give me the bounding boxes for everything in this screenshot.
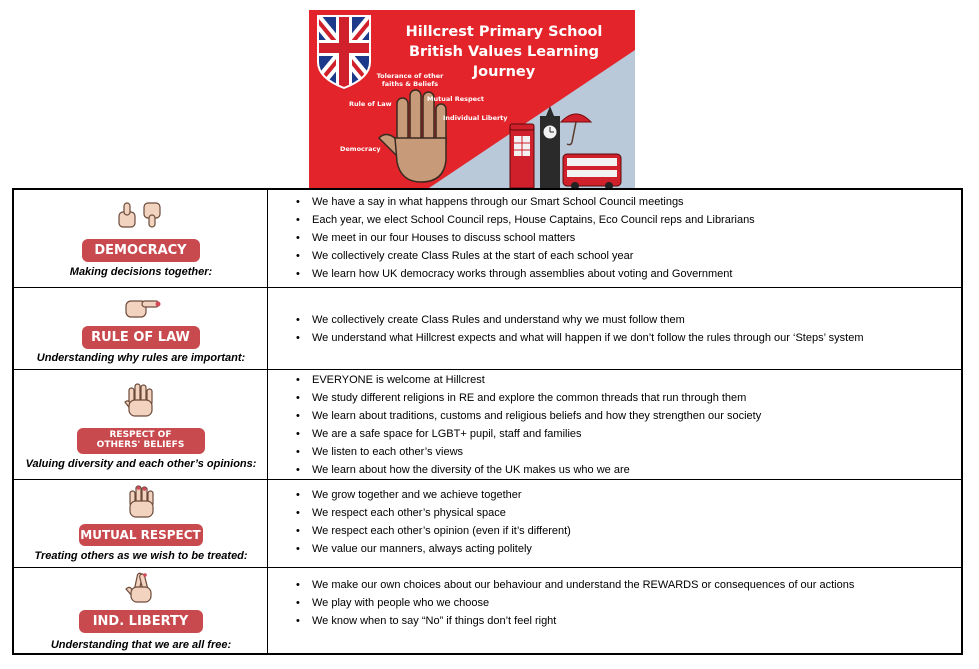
list-item: • We play with people who we choose [312, 594, 854, 612]
democracy-points [268, 193, 755, 283]
table-row-democracy [14, 190, 961, 288]
mutual-respect-points [268, 486, 571, 558]
value-cell-rule-of-law [14, 288, 268, 369]
democracy-subtitle: Making decisions together: [69, 266, 213, 278]
rule-of-law-badge: RULE OF LAW [82, 326, 200, 349]
individual-liberty-points [268, 576, 854, 630]
list-item: • We understand what Hillcrest expects and what will happen if we don’t follow the rules through our ‘Steps’ system [312, 329, 864, 347]
list-item: • We meet in our four Houses to discuss school matters [312, 229, 755, 247]
table-row-respect-of-beliefs [14, 370, 961, 480]
respect-of-beliefs-subtitle: Valuing diversity and each other’s opinions: [25, 458, 257, 470]
list-item: • We learn how UK democracy works through assemblies about voting and Government [312, 265, 755, 283]
list-item: • We learn about how the diversity of the UK makes us who we are [312, 461, 761, 479]
list-item: • We collectively create Class Rules at the start of each school year [312, 247, 755, 265]
democracy-badge: DEMOCRACY [82, 239, 200, 262]
label-rule-of-law: Rule of Law [349, 100, 392, 108]
learning-journey-title: British Values Learning Journey [408, 44, 600, 80]
respect-of-beliefs-points [268, 371, 761, 479]
list-item: • We know when to say “No” if things don’t feel right [312, 612, 854, 630]
header-banner [309, 10, 635, 188]
points-cell-individual-liberty [268, 568, 961, 653]
label-individual-liberty: Individual Liberty [443, 114, 508, 122]
big-ben-icon [540, 106, 560, 188]
pointing-hand-icon [118, 292, 164, 320]
rule-of-law-subtitle: Understanding why rules are important: [36, 352, 246, 364]
points-cell-democracy [268, 190, 961, 287]
value-cell-democracy [14, 190, 268, 287]
table-row-individual-liberty [14, 568, 961, 653]
individual-liberty-subtitle: Understanding that we are all free: [50, 639, 232, 651]
value-cell-respect-of-beliefs [14, 370, 268, 479]
individual-liberty-badge: IND. LIBERTY [79, 610, 203, 633]
crossed-fingers-icon [122, 571, 160, 605]
list-item: • We make our own choices about our behaviour and understand the REWARDS or consequences of our actions [312, 576, 854, 594]
mutual-respect-subtitle: Treating others as we wish to be treated: [34, 550, 248, 562]
phone-box-icon [510, 124, 534, 188]
list-item: • EVERYONE is welcome at Hillcrest [312, 371, 761, 389]
points-cell-mutual-respect [268, 480, 961, 567]
points-cell-respect-of-beliefs [268, 370, 961, 479]
british-values-table [12, 188, 963, 655]
list-item: • We have a say in what happens through our Smart School Council meetings [312, 193, 755, 211]
union-jack-shield-icon [309, 10, 379, 95]
points-cell-rule-of-law [268, 288, 961, 369]
list-item: • We collectively create Class Rules and understand why we must follow them [312, 311, 864, 329]
school-name: Hillcrest Primary School [405, 24, 603, 40]
value-cell-mutual-respect [14, 480, 268, 567]
list-item: • We grow together and we achieve together [312, 486, 571, 504]
mutual-respect-badge: MUTUAL RESPECT [79, 524, 203, 546]
list-item: • We are a safe space for LGBT+ pupil, staff and families [312, 425, 761, 443]
list-item: • We respect each other’s physical space [312, 504, 571, 522]
list-item: • We learn about traditions, customs and religious beliefs and how they strengthen our society [312, 407, 761, 425]
open-hand-icon [121, 380, 161, 420]
list-item: • We value our manners, always acting politely [312, 540, 571, 558]
table-row-rule-of-law [14, 288, 961, 370]
respect-badge-line2: OTHERS' BELIEFS [96, 440, 185, 450]
table-row-mutual-respect [14, 480, 961, 568]
double-decker-bus-icon [563, 154, 621, 188]
list-item: • We respect each other’s opinion (even if it’s different) [312, 522, 571, 540]
respect-of-beliefs-badge [77, 428, 205, 454]
list-item: • We listen to each other’s views [312, 443, 761, 461]
label-tolerance: Tolerance of other faiths & Beliefs [376, 72, 444, 88]
value-cell-individual-liberty [14, 568, 268, 653]
list-item: • Each year, we elect School Council reps, House Captains, Eco Council reps and Librarians [312, 211, 755, 229]
rule-of-law-points [268, 311, 864, 347]
thumbs-up-down-icon [113, 200, 169, 230]
label-mutual-respect: Mutual Respect [427, 95, 485, 103]
respect-badge-line1: RESPECT OF [109, 430, 172, 440]
raised-hand-icon [121, 483, 161, 521]
label-democracy: Democracy [340, 145, 381, 153]
list-item: • We study different religions in RE and explore the common threads that run through them [312, 389, 761, 407]
